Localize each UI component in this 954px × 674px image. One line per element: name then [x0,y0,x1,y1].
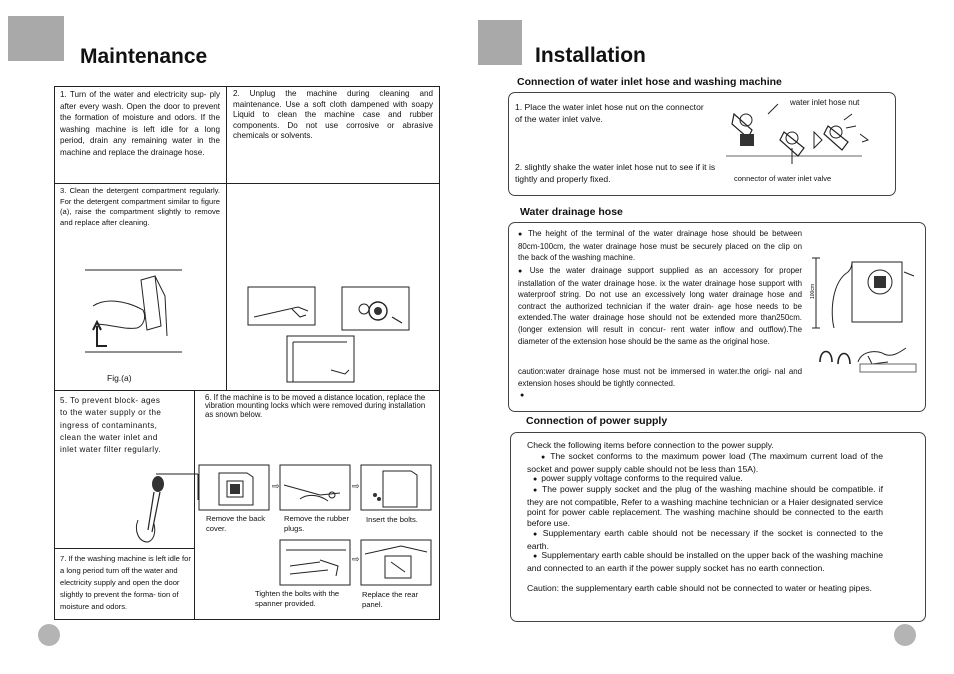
section-marker [8,16,64,61]
heading-drainage-hose: Water drainage hose [520,206,623,218]
label-insert-bolts: Insert the bolts. [366,515,418,524]
page-number-circle [894,624,916,646]
arrow-icon: ⇨ [272,481,280,491]
arrow-icon: ⇨ [352,481,360,491]
arrow-icon: ⇨ [352,554,360,564]
maintenance-step-3: 3. Clean the detergent compartment regularly. For the detergent compartment similar to figure (a), raise the compartment slightly to remove and replace after cleaning. [60,186,220,227]
inlet-step-2: 2. slightly shake the water inlet hose nut to see if it is tightly and properly fixed. [515,162,716,184]
inlet-step-1: 1. Place the water inlet hose nut on the connector of the water inlet valve. [515,102,704,124]
insert-bolts-icon [361,465,433,511]
label-tighten-bolts: Tighten the bolts with the spanner provided. [255,589,340,608]
maintenance-step-6: 6. If the machine is to be moved a distance location, replace the vibration mounting locks which were removed during installation as snown below. [205,393,426,419]
power-point-1: ● The socket conforms to the maximum power load (The maximum current load of the socket and power supply cable should not be less than 15A). [527,451,883,474]
detergent-drawer-removal-icon [248,287,318,327]
maintenance-step-7: 7. If the washing machine is left idle for a long period turn off the water and electricity supply and open the door slightly to prevent the forma- tion of moisture and odors. [60,554,191,612]
figure-a-caption: Fig.(a) [107,373,132,383]
back-cover-icon [199,465,271,511]
label-remove-rubber-plugs: Remove the rubber plugs. [284,514,350,533]
drainage-caution: caution:water drainage hose must not be immersed in water.the origi- nal and extension hoses should be tightly connected. [518,367,802,388]
bullet-icon: ● [520,392,525,399]
drainage-height-illustration [808,252,918,377]
heading-inlet-hose: Connection of water inlet hose and washing machine [517,76,782,88]
section-marker [478,20,522,65]
maintenance-step-2: 2. Unplug the machine during cleaning and maintenance. Use a soft cloth dampened with soapy Liquid to clean the machine case and rubber components. Do not use corrosive or abrasive chemicals or solvents. [233,89,433,141]
spanner-icon [280,540,352,586]
brush-cleaning-icon [120,470,200,545]
label-inlet-valve-connector: connector of water inlet valve [734,174,832,183]
power-point-4: ● Supplementary earth cable should not be necessary if the socket is connected to the earth. [527,528,883,551]
power-caution: Caution: the supplementary earth cable should not be connected to water or heating pipes. [527,583,872,593]
page-title-maintenance: Maintenance [80,45,208,68]
power-point-2: ● power supply voltage conforms to the required value. [527,473,883,486]
drainage-point-1: ● The height of the terminal of the water drainage hose should be between 80cm-100cm, the water drainage hose must be securely placed on the clip on the back of the washing machine. [518,228,802,264]
power-intro: Check the following items before connection to the power supply. [527,440,774,450]
maintenance-step-5: 5. To prevent block- ages to the water supply or the ingress of contaminants, clean the water inlet and inlet water filter regularly. [60,396,162,455]
power-point-5: ● Supplementary earth cable should be installed on the upper back of the washing machine and connected to an earth if the power supply socket has no earth connection. [527,550,883,573]
rubber-plug-icon [280,465,352,511]
machine-drawer-icon [287,336,357,384]
svg-text:100cm: 100cm [810,283,816,299]
drainage-point-2: ● Use the water drainage support supplied as an accessory for proper installation of the water drainage hose. ix the water drainage hose support with waterproof string. Do not use an excessively long water drainage hose and contract the authorized technician if the water drain- age hose needs to be extended.The water drainage hose should not be extended more than250cm.(longer extension will result in concur- rent water inflow and outflow).The diameter of the extension hose should be the same as the original hose. [518,265,802,347]
heading-power-supply: Connection of power supply [526,415,668,427]
rear-panel-icon [361,540,433,586]
page-title-installation: Installation [535,44,646,67]
maintenance-step-1: 1. Turn of the water and electricity sup- ply after every wash. Open the door to prevent the formation of moisture and odors. If the washing machine is left idle for a long period, drain any remaining water in the machine and replace the drainage hose. [60,90,220,157]
inlet-hose-connection-illustration [722,104,872,174]
detergent-drawer-illustration [85,266,185,356]
label-remove-back-cover: Remove the back cover. [206,514,266,533]
power-point-3: ● The power supply socket and the plug of the washing machine should be compatible. if they are not compatible, Refer to a washing machine technician or a Haier designated service point for power cable replacement. The washing machine should be connected to the earth before use. [527,484,883,528]
label-replace-rear-panel: Replace the rear panel. [362,590,419,609]
filter-cap-icon [342,287,412,332]
page-number-circle [38,624,60,646]
label-inlet-hose-nut: water inlet hose nut [790,98,860,107]
